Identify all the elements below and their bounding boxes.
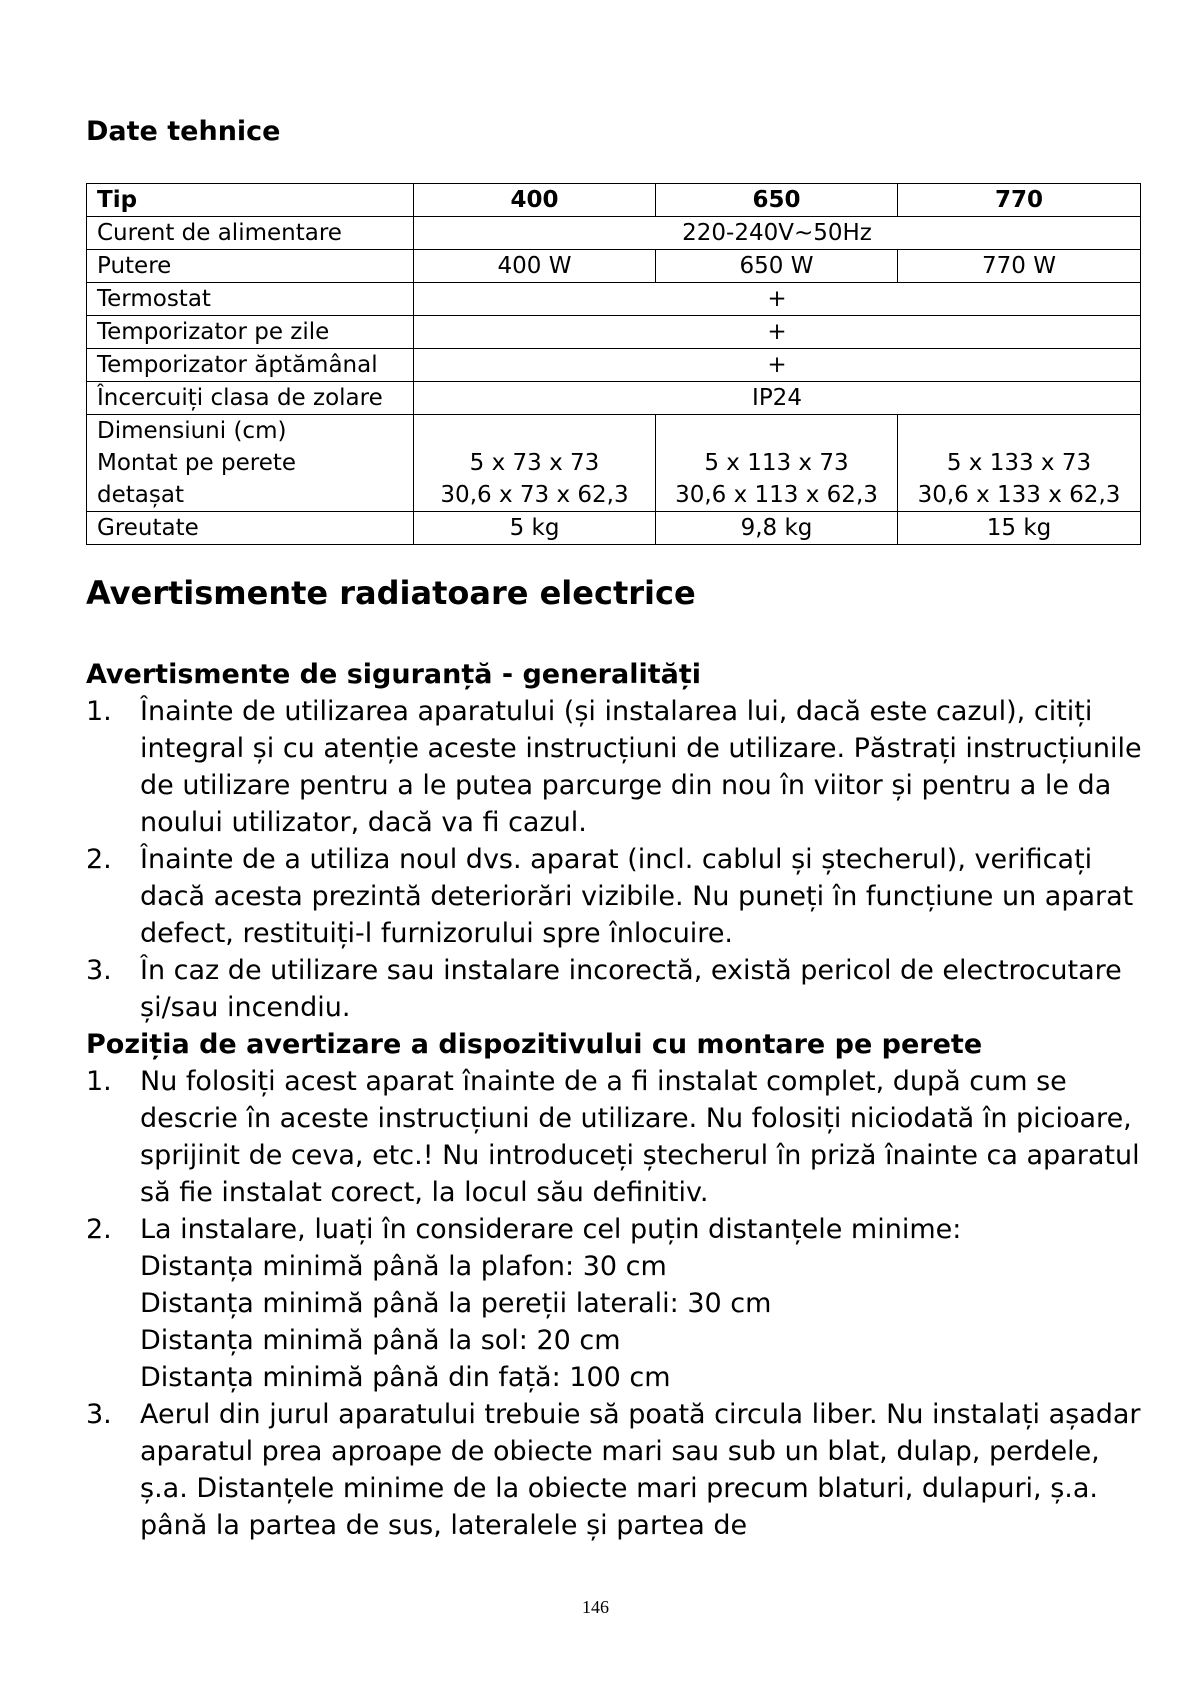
list-item xyxy=(86,1396,1146,1544)
row-label: Temporizator pe zile xyxy=(87,316,414,349)
general-safety-section xyxy=(86,656,1146,1544)
distance-line: Distanța minimă până la pereții laterali: 30 cm xyxy=(140,1288,772,1319)
cell-value xyxy=(656,415,898,512)
cell-value: 15 kg xyxy=(898,512,1141,545)
cell-value: 770 W xyxy=(898,250,1141,283)
row-label: Putere xyxy=(87,250,414,283)
list-number: 2. xyxy=(86,1214,112,1245)
dimension-free: 30,6 x 133 x 62,3 xyxy=(917,482,1121,508)
cell-value: 5 kg xyxy=(414,512,656,545)
table-row xyxy=(87,250,1141,283)
list-item xyxy=(86,841,1146,952)
wall-mount-warning-list xyxy=(86,1063,1146,1544)
row-label-line: Montat pe perete xyxy=(97,450,297,476)
row-label: Greutate xyxy=(87,512,414,545)
list-text: Înainte de a utiliza noul dvs. aparat (incl. cablul și ștecherul), verificați dacă acesta prezintă deteriorări vizibile. Nu puneți în funcțiune un aparat defect, restituiți-l furnizorului spre înlocuire. xyxy=(140,844,1134,949)
dimension-wall: 5 x 113 x 73 xyxy=(704,450,849,476)
cell-value: + xyxy=(414,349,1141,382)
header-cell: 400 xyxy=(414,184,656,217)
list-number: 1. xyxy=(86,696,112,727)
dimension-free: 30,6 x 113 x 62,3 xyxy=(675,482,878,508)
table-header-row xyxy=(87,184,1141,217)
dimension-free: 30,6 x 73 x 62,3 xyxy=(440,482,629,508)
header-cell: 650 xyxy=(656,184,898,217)
page-number: 146 xyxy=(582,1597,609,1617)
cell-value: 220-240V~50Hz xyxy=(414,217,1141,250)
table-row xyxy=(87,512,1141,545)
row-label-line: detașat xyxy=(97,482,184,508)
row-label-line: Dimensiuni (cm) xyxy=(97,418,287,444)
list-item xyxy=(86,1211,1146,1396)
list-item xyxy=(86,1063,1146,1211)
table-row xyxy=(87,316,1141,349)
list-number: 1. xyxy=(86,1066,112,1097)
header-cell: 770 xyxy=(898,184,1141,217)
wall-mount-warning-title: Poziția de avertizare a dispozitivului cu montare pe perete xyxy=(86,1029,983,1060)
cell-value: 9,8 kg xyxy=(656,512,898,545)
cell-value: 650 W xyxy=(656,250,898,283)
list-number: 3. xyxy=(86,955,112,986)
list-text: Aerul din jurul aparatului trebuie să poată circula liber. Nu instalați așadar aparatul prea aproape de obiecte mari sau sub un blat, dulap, perdele, ș.a. Distanțele minime de la obiecte mari precum blaturi, dulapuri, ș.a. până la partea de sus, lateralele și partea de xyxy=(140,1399,1141,1541)
table-row xyxy=(87,415,1141,512)
list-text: În caz de utilizare sau instalare incorectă, există pericol de electrocutare și/sau incendiu. xyxy=(140,955,1122,1023)
table-row xyxy=(87,382,1141,415)
technical-data-table xyxy=(86,183,1141,545)
row-label: Curent de alimentare xyxy=(87,217,414,250)
distance-line: Distanța minimă până la sol: 20 cm xyxy=(140,1325,621,1356)
cell-value: 400 W xyxy=(414,250,656,283)
header-cell: Tip xyxy=(87,184,414,217)
dimension-wall: 5 x 73 x 73 xyxy=(469,450,600,476)
list-item xyxy=(86,952,1146,1026)
cell-value xyxy=(414,415,656,512)
row-label: Încercuiți clasa de zolare xyxy=(87,382,414,415)
distance-line: Distanța minimă până din față: 100 cm xyxy=(140,1362,671,1393)
distance-line: Distanța minimă până la plafon: 30 cm xyxy=(140,1251,667,1282)
list-text: Nu folosiți acest aparat înainte de a fi instalat complet, după cum se descrie în aceste instrucțiuni de utilizare. Nu folosiți niciodată în picioare, sprijinit de ceva, etc.! Nu introduceți ștecherul în priză înainte ca aparatul să fie instalat corect, la locul său definitiv. xyxy=(140,1066,1140,1208)
table-row xyxy=(87,217,1141,250)
general-safety-list xyxy=(86,693,1146,1026)
list-text: Înainte de utilizarea aparatului (și instalarea lui, dacă este cazul), citiți integral și cu atenție aceste instrucțiuni de utilizare. Păstrați instrucțiunile de utilizare pentru a le putea parcurge din nou în viitor și pentru a le da noului utilizator, dacă va fi cazul. xyxy=(140,696,1142,838)
cell-value xyxy=(898,415,1141,512)
cell-value: + xyxy=(414,283,1141,316)
list-number: 2. xyxy=(86,844,112,875)
list-number: 3. xyxy=(86,1399,112,1430)
cell-value: + xyxy=(414,316,1141,349)
technical-data-heading: Date tehnice xyxy=(86,116,281,147)
warnings-heading: Avertismente radiatoare electrice xyxy=(86,574,696,612)
list-text: La instalare, luați în considerare cel puțin distanțele minime: xyxy=(140,1214,962,1245)
table-row xyxy=(87,349,1141,382)
row-label: Termostat xyxy=(87,283,414,316)
dimension-wall: 5 x 133 x 73 xyxy=(946,450,1092,476)
row-label: Temporizator ăptămânal xyxy=(87,349,414,382)
cell-value: IP24 xyxy=(414,382,1141,415)
row-label xyxy=(87,415,414,512)
table-row xyxy=(87,283,1141,316)
general-safety-title: Avertismente de siguranță - generalități xyxy=(86,659,701,690)
list-item xyxy=(86,693,1146,841)
